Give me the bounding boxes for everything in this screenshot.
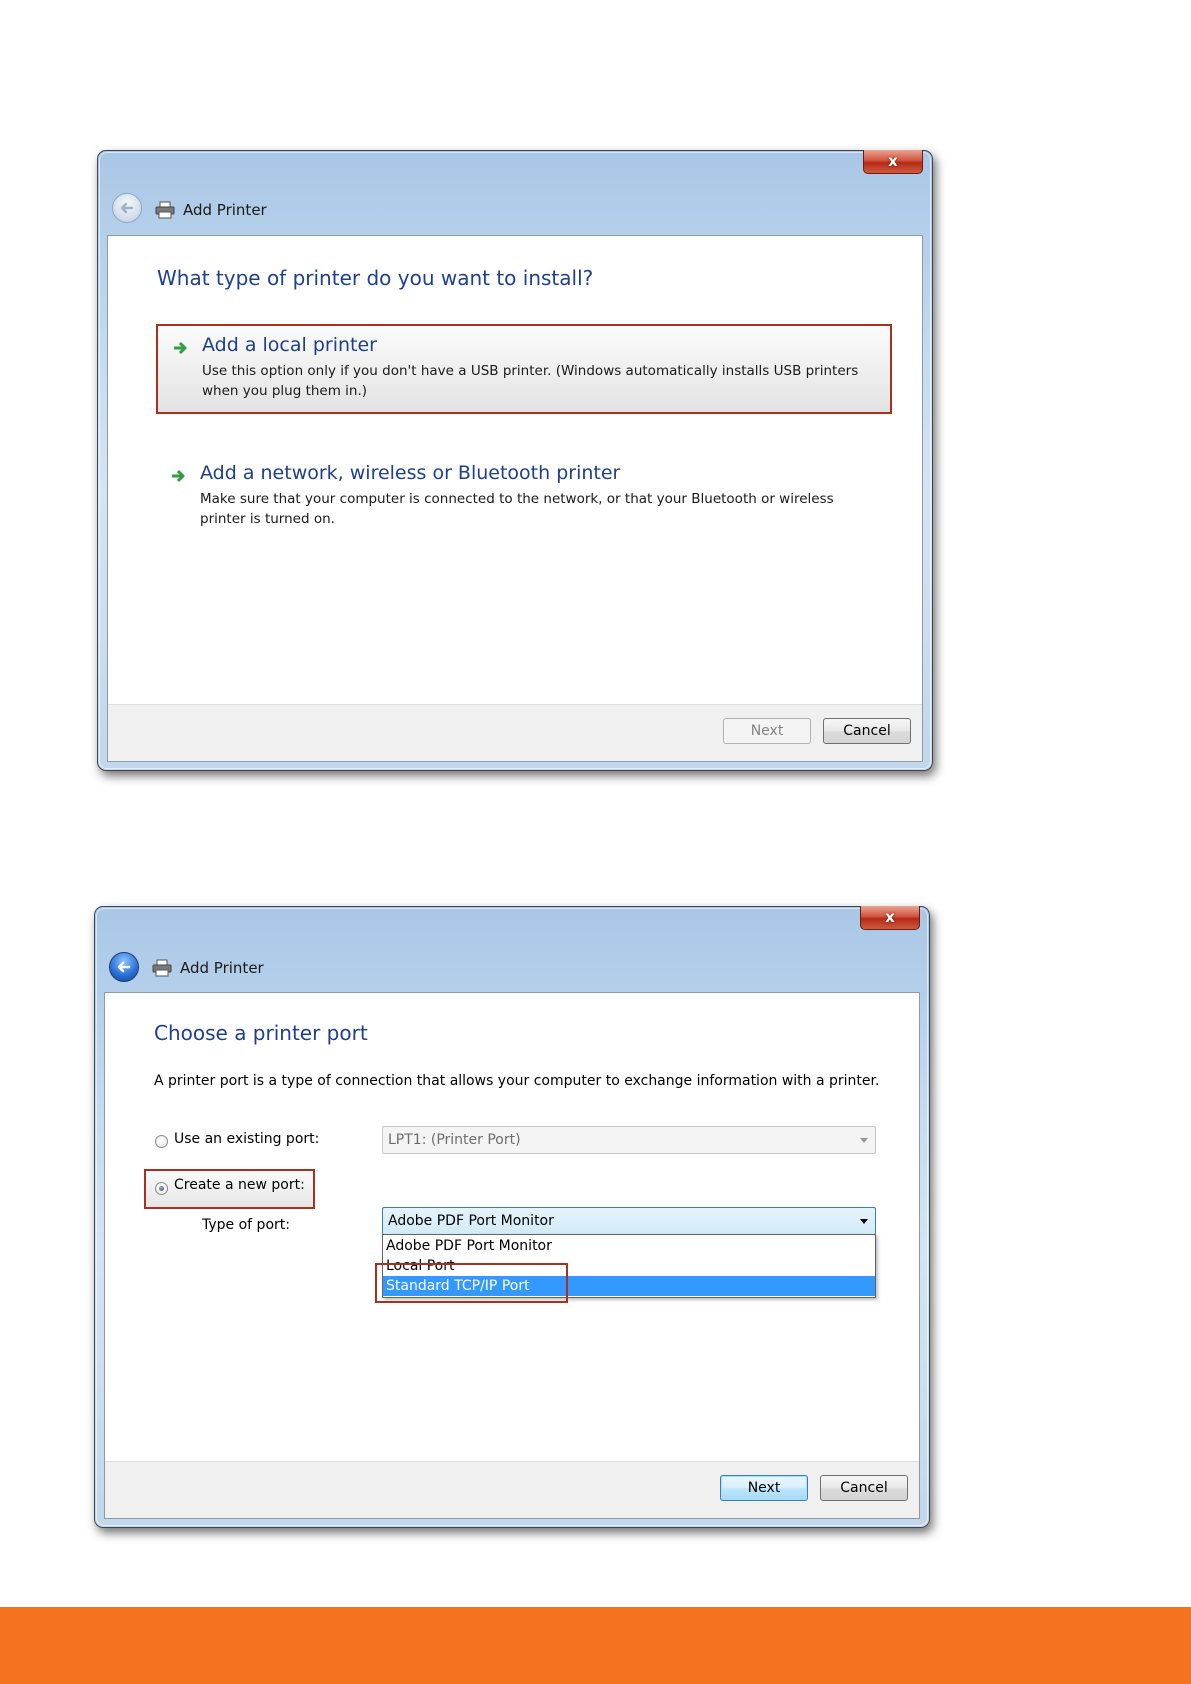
wizard-content	[104, 992, 920, 1519]
dropdown-option[interactable]: Local Port	[386, 1258, 455, 1274]
back-button[interactable]	[112, 193, 142, 223]
chevron-down-icon	[860, 1219, 868, 1224]
wizard-content	[107, 235, 923, 762]
option-description-line2: printer is turned on.	[200, 511, 335, 527]
create-new-port-label: Create a new port:	[174, 1177, 305, 1193]
window-title: Add Printer	[180, 959, 264, 977]
existing-port-select[interactable]	[382, 1126, 876, 1154]
add-printer-dialog-1	[97, 150, 933, 771]
close-icon: x	[888, 152, 898, 170]
close-button[interactable]	[863, 150, 923, 174]
page-heading: What type of printer do you want to install?	[157, 266, 594, 290]
printer-icon	[155, 201, 175, 219]
use-existing-port-label: Use an existing port:	[174, 1131, 320, 1147]
green-arrow-icon	[170, 468, 188, 484]
next-button[interactable]: Next	[720, 1475, 808, 1501]
option-description-line1: Use this option only if you don't have a USB printer. (Windows automatically installs USB printers	[202, 363, 859, 379]
wizard-footer	[105, 1461, 919, 1518]
back-button[interactable]	[109, 952, 139, 982]
dropdown-option-selected[interactable]: Standard TCP/IP Port	[383, 1276, 875, 1296]
close-icon: x	[885, 908, 895, 926]
chevron-down-icon	[860, 1138, 868, 1143]
page-heading: Choose a printer port	[154, 1021, 368, 1045]
back-arrow-icon	[114, 957, 134, 977]
next-button[interactable]: Next	[723, 718, 811, 744]
cancel-button[interactable]: Cancel	[823, 718, 911, 744]
option-title: Add a local printer	[202, 334, 377, 356]
printer-icon	[152, 959, 172, 977]
green-arrow-icon	[172, 340, 190, 356]
add-network-printer-option[interactable]	[156, 460, 892, 544]
dropdown-option[interactable]: Adobe PDF Port Monitor	[386, 1238, 552, 1254]
intro-text: A printer port is a type of connection that allows your computer to exchange information with a printer.	[154, 1073, 880, 1089]
cancel-button[interactable]: Cancel	[820, 1475, 908, 1501]
type-of-port-select[interactable]	[382, 1207, 876, 1235]
standard-tcpip-highlight	[375, 1263, 568, 1303]
option-title: Add a network, wireless or Bluetooth printer	[200, 462, 621, 484]
close-button[interactable]	[860, 906, 920, 930]
wizard-footer	[108, 704, 922, 761]
existing-port-value: LPT1: (Printer Port)	[388, 1132, 521, 1148]
back-arrow-icon	[117, 198, 137, 218]
option-description-line2: when you plug them in.)	[202, 383, 368, 399]
type-of-port-value: Adobe PDF Port Monitor	[388, 1213, 554, 1229]
type-of-port-label: Type of port:	[202, 1217, 290, 1233]
footer-brand-bar	[0, 1607, 1191, 1684]
window-title: Add Printer	[183, 201, 267, 219]
option-description-line1: Make sure that your computer is connected to the network, or that your Bluetooth or wireless	[200, 491, 834, 507]
add-printer-dialog-2	[94, 906, 930, 1528]
use-existing-port-radio[interactable]	[155, 1135, 168, 1148]
add-local-printer-option[interactable]	[156, 324, 892, 414]
create-new-port-radio[interactable]	[155, 1182, 168, 1195]
